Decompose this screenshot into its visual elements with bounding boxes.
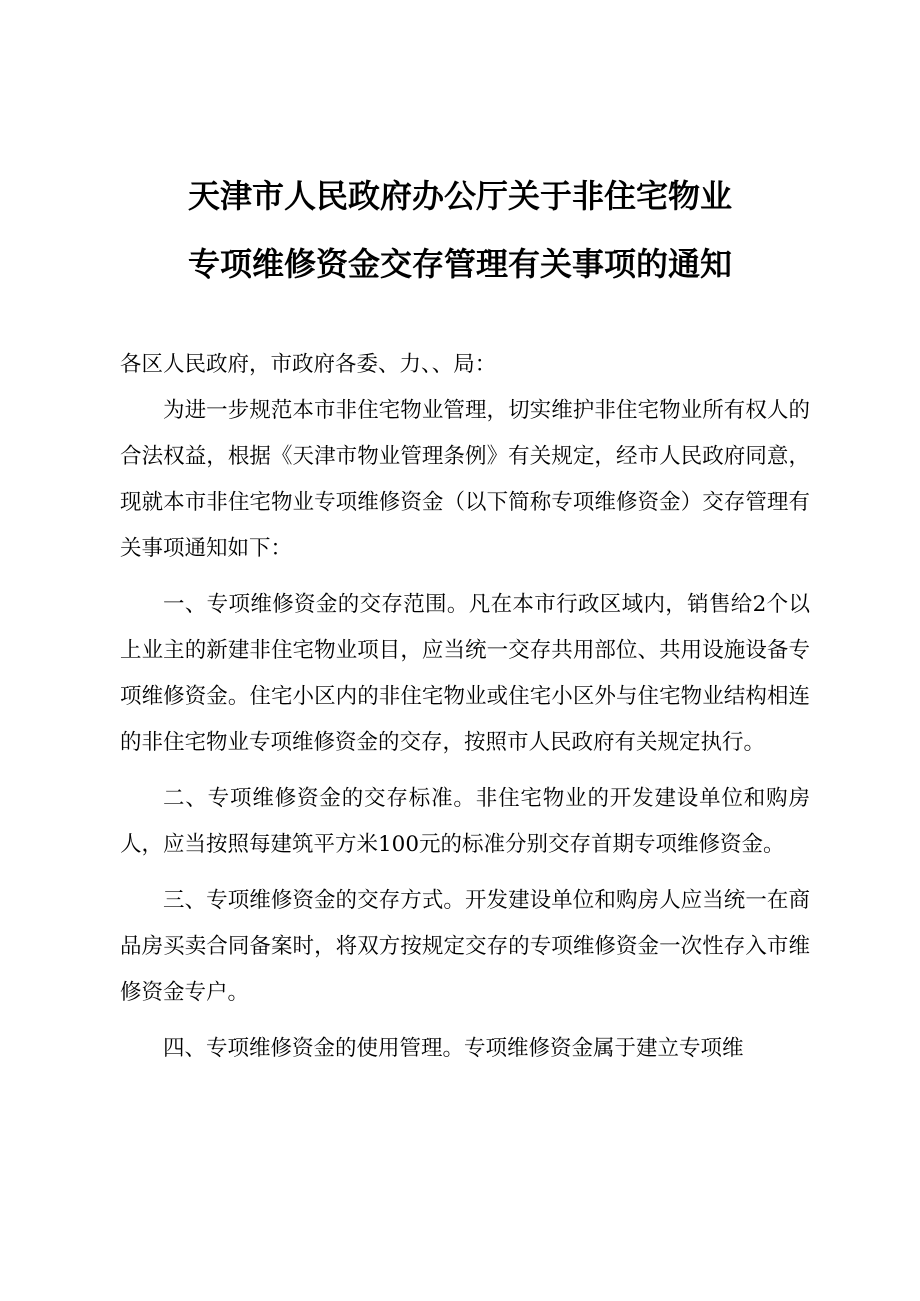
paragraph-usage: 四、专项维修资金的使用管理。专项维修资金属于建立专项维 <box>163 1036 744 1061</box>
paragraph-method: 三、专项维修资金的交存方式。开发建设单位和购房人应当统一在商品房买卖合同备案时，将双方按规定交存的专项维修资金一次性存入市维修资金专户。 <box>120 888 810 1005</box>
paragraph-intro: 为进一步规范本市非住宅物业管理，切实维护非住宅物业所有权人的合法权益，根据《天津市物业管理条例》有关规定，经市人民政府同意，现就本市非住宅物业专项维修资金（以下简称专项维修资金）交存管理有关事项通知如下： <box>120 398 810 561</box>
paragraph-standard: 二、专项维修资金的交存标准。非住宅物业的开发建设单位和购房人，应当按照每建筑平方米100元的标准分别交存首期专项维修资金。 <box>120 786 810 857</box>
document-title-line-1: 天津市人民政府办公厅关于非住宅物业 <box>187 177 732 215</box>
document-body <box>120 388 810 1082</box>
salutation: 各区人民政府，市政府各委、力、、局： <box>120 352 497 377</box>
document-title-line-2: 专项维修资金交存管理有关事项的通知 <box>187 245 732 283</box>
paragraph-scope: 一、专项维修资金的交存范围。凡在本市行政区域内，销售给2个以上业主的新建非住宅物业项目，应当统一交存共用部位、共用设施设备专项维修资金。住宅小区内的非住宅物业或住宅小区外与住宅物业结构相连的非住宅物业专项维修资金的交存，按照市人民政府有关规定执行。 <box>120 592 810 755</box>
